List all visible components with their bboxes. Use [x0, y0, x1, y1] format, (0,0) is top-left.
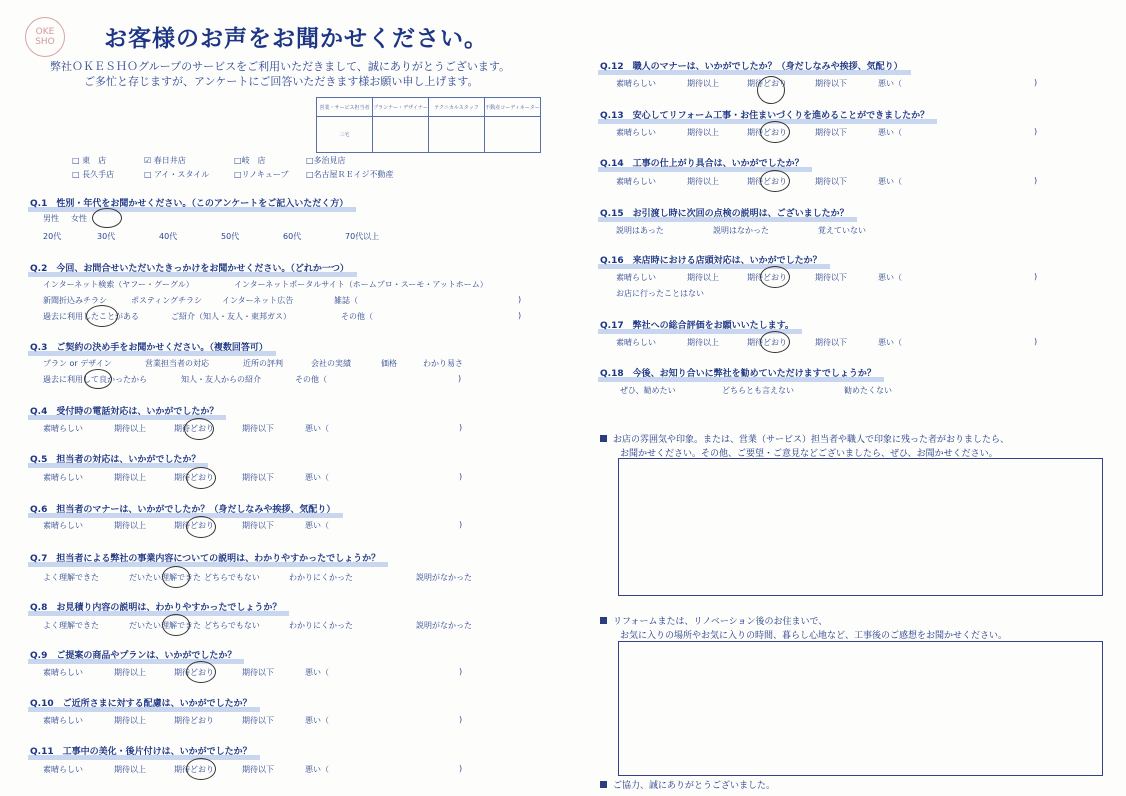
option[interactable]: インターネット広告	[222, 296, 294, 305]
rating-option[interactable]: 期待以上	[687, 273, 719, 282]
answer-circle	[86, 305, 118, 327]
rating-option[interactable]: 期待以上	[687, 338, 719, 347]
answer-circle	[760, 121, 790, 143]
close-paren: )	[518, 295, 522, 304]
section2-heading-line2: お気に入りの場所やお気に入りの時間、暮らし心地など、工事後のご感想をお聞かせください。	[620, 631, 1008, 641]
q12-label: Q.12 職人のマナーは、いかがでしたか？（身だしなみや挨拶、気配り）	[600, 59, 903, 72]
q5-label: Q.5 担当者の対応は、いかがでしたか？	[30, 452, 200, 465]
rating-option[interactable]: 期待以下	[815, 273, 847, 282]
answer-circle	[186, 758, 216, 780]
rating-option[interactable]: 素晴らしい	[616, 273, 656, 282]
rating-option[interactable]: 期待以上	[114, 668, 146, 677]
close-paren: )	[458, 374, 462, 383]
rating-option[interactable]: 期待以上	[114, 765, 146, 774]
answer-circle	[760, 170, 790, 192]
rating-option[interactable]: 悪い（	[305, 424, 329, 433]
option[interactable]: 70代以上	[345, 232, 380, 241]
rating-option[interactable]: 素晴らしい	[616, 177, 656, 186]
rating-option[interactable]: 悪い（	[878, 79, 902, 88]
rating-option[interactable]: 期待どおり	[174, 716, 214, 725]
understand-option[interactable]: 説明がなかった	[416, 573, 472, 582]
section1-comment-box[interactable]	[618, 458, 1103, 596]
rating-option[interactable]: 期待どおり	[747, 273, 787, 282]
option[interactable]: ポスティングチラシ	[131, 296, 203, 305]
section1-heading-line2: お聞かせください。その他、ご要望・ご意見などございましたら、ぜひ、お聞かせください。	[620, 449, 998, 459]
answer-circle	[757, 76, 785, 104]
answer-circle	[184, 418, 214, 440]
option[interactable]: 過去に利用して良かったから	[43, 375, 147, 384]
close-paren: )	[518, 311, 522, 320]
rating-option[interactable]: 期待以下	[242, 424, 274, 433]
rating-option[interactable]: 期待以上	[687, 79, 719, 88]
close-paren: )	[459, 423, 463, 432]
understand-option[interactable]: だいたい理解できた	[129, 573, 201, 582]
close-paren: )	[1034, 337, 1038, 346]
q2-label: Q.2 今回、お問合せいただいたきっかけをお聞かせください。（どれか一つ）	[30, 261, 349, 274]
intro-line-1: 弊社ＯＫＥＳＨＯグループのサービスをご利用いただきまして、誠にありがとうございます。	[50, 60, 511, 73]
option[interactable]: 60代	[283, 232, 302, 241]
option[interactable]: 勧めたくない	[844, 386, 892, 395]
rating-option[interactable]: 悪い（	[878, 273, 902, 282]
close-paren: )	[1034, 78, 1038, 87]
option[interactable]: ご紹介（知人・友人・東邦ガス）	[171, 312, 291, 321]
store-checkbox[interactable]: □岐 店	[234, 156, 266, 165]
q1-label: Q.1 性別・年代をお聞かせください。（このアンケートをご記入いただく方）	[30, 196, 348, 209]
q14-label: Q.14 工事の仕上がり具合は、いかがでしたか？	[600, 156, 804, 169]
rating-option[interactable]: 期待以下	[242, 716, 274, 725]
answer-circle	[186, 661, 216, 683]
q7-label: Q.7 担当者による弊社の事業内容についての説明は、わかりやすかったでしょうか？	[30, 551, 380, 564]
q4-label: Q.4 受付時の電話対応は、いかがでしたか？	[30, 404, 218, 417]
store-checkbox[interactable]: □多治見店	[306, 156, 346, 165]
rating-option[interactable]: 悪い（	[305, 473, 329, 482]
understand-option[interactable]: よく理解できた	[43, 621, 99, 630]
answer-circle	[84, 369, 112, 389]
option[interactable]: 30代	[97, 232, 116, 241]
close-paren: )	[459, 472, 463, 481]
rating-option[interactable]: 期待どおり	[747, 177, 787, 186]
staff-header-sales: 営業・サービス担当者	[317, 98, 373, 117]
option[interactable]: 過去に利用したことがある	[43, 312, 139, 321]
rating-option[interactable]: 期待以下	[242, 521, 274, 530]
thanks-message: ご協力、誠にありがとうございました。	[600, 778, 775, 791]
q9-label: Q.9 ご提案の商品やプランは、いかがでしたか？	[30, 648, 236, 661]
staff-table	[316, 97, 541, 153]
option[interactable]: ぜひ、勧めたい	[620, 386, 676, 395]
section2-comment-box[interactable]	[618, 641, 1103, 776]
understand-option[interactable]: どちらでもない	[204, 621, 260, 630]
rating-option[interactable]: 悪い（	[878, 128, 902, 137]
intro-line-2: ご多忙と存じますが、アンケートにご回答いただきます様お願い申し上げます。	[84, 75, 479, 88]
rating-option[interactable]: 素晴らしい	[43, 521, 83, 530]
rating-option[interactable]: 期待どおり	[747, 128, 787, 137]
option[interactable]: 雑誌（	[334, 296, 358, 305]
rating-option[interactable]: 素晴らしい	[43, 765, 83, 774]
option[interactable]: 男性	[43, 214, 59, 223]
understand-option[interactable]: わかりにくかった	[289, 573, 353, 582]
store-checkbox[interactable]: □名古屋ＲＥイジ不動産	[306, 170, 394, 179]
store-checkbox[interactable]: □ 東 店	[72, 156, 107, 165]
option[interactable]: 近所の評判	[243, 359, 283, 368]
close-paren: )	[1034, 127, 1038, 136]
rating-option[interactable]: 期待以下	[815, 79, 847, 88]
option[interactable]: 50代	[221, 232, 240, 241]
rating-option[interactable]: 素晴らしい	[616, 128, 656, 137]
understand-option[interactable]: どちらでもない	[204, 573, 260, 582]
store-checkbox[interactable]: ☑ 春日井店	[144, 156, 186, 165]
rating-option[interactable]: 期待どおり	[174, 521, 214, 530]
q18-label: Q.18 今後、お知り合いに弊社を勧めていただけますでしょうか？	[600, 366, 876, 379]
company-seal-logo: OKE SHO	[25, 17, 65, 57]
rating-option[interactable]: 期待以上	[114, 473, 146, 482]
staff-realestate-value[interactable]	[485, 117, 541, 153]
option[interactable]: わかり易さ	[423, 359, 463, 368]
rating-option[interactable]: 期待どおり	[747, 79, 787, 88]
staff-technical-value[interactable]	[429, 117, 485, 153]
section2-heading: リフォームまたは、リノベーション後のお住まいで、	[600, 614, 827, 627]
q16-label: Q.16 来店時における店頭対応は、いかがでしたか？	[600, 253, 822, 266]
rating-option[interactable]: 期待以上	[687, 128, 719, 137]
option[interactable]: 20代	[43, 232, 62, 241]
q10-label: Q.10 ご近所さまに対する配慮は、いかがでしたか？	[30, 696, 252, 709]
staff-sales-value[interactable]: 三宅	[317, 117, 373, 153]
option[interactable]: その他（	[341, 312, 373, 321]
rating-option[interactable]: 期待以下	[242, 668, 274, 677]
option[interactable]: 価格	[381, 359, 397, 368]
rating-option[interactable]: 悪い（	[305, 765, 329, 774]
close-paren: )	[459, 520, 463, 529]
q15-label: Q.15 お引渡し時に次回の点検の説明は、ございましたか？	[600, 206, 849, 219]
rating-option[interactable]: 期待どおり	[174, 668, 214, 677]
option[interactable]: 知人・友人からの紹介	[181, 375, 261, 384]
option[interactable]: 会社の実績	[311, 359, 351, 368]
rating-option[interactable]: 期待どおり	[174, 765, 214, 774]
staff-planner-value[interactable]	[373, 117, 429, 153]
rating-option[interactable]: 期待どおり	[174, 424, 214, 433]
store-checkbox[interactable]: □ 長久手店	[72, 170, 115, 179]
answer-circle	[162, 614, 190, 636]
rating-option[interactable]: 期待以下	[815, 338, 847, 347]
rating-option[interactable]: 悪い（	[305, 716, 329, 725]
understand-option[interactable]: 説明がなかった	[416, 621, 472, 630]
option[interactable]: 説明はあった	[616, 226, 664, 235]
q3-label: Q.3 ご契約の決め手をお聞かせください。（複数回答可）	[30, 340, 268, 353]
store-checkbox[interactable]: □ アイ・スタイル	[144, 170, 210, 179]
option[interactable]: 40代	[159, 232, 178, 241]
rating-option[interactable]: 期待以上	[687, 177, 719, 186]
q8-label: Q.8 お見積り内容の説明は、わかりやすかったでしょうか？	[30, 600, 281, 613]
answer-circle	[162, 566, 190, 588]
close-paren: )	[459, 667, 463, 676]
rating-option[interactable]: 期待以下	[815, 177, 847, 186]
option[interactable]: 覚えていない	[818, 226, 866, 235]
rating-option[interactable]: 素晴らしい	[43, 424, 83, 433]
answer-circle	[92, 208, 122, 228]
rating-option[interactable]: 期待以下	[815, 128, 847, 137]
option[interactable]: インターネットポータルサイト（ホームプロ・スーモ・アットホーム）	[234, 280, 488, 289]
close-paren: )	[459, 715, 463, 724]
option[interactable]: 営業担当者の対応	[145, 359, 209, 368]
close-paren: )	[1034, 272, 1038, 281]
option[interactable]: インターネット検索（ヤフー・グーグル）	[43, 280, 194, 289]
staff-header-technical: テクニカルスタッフ	[429, 98, 485, 117]
option[interactable]: プラン or デザイン	[43, 359, 112, 368]
rating-option[interactable]: 期待どおり	[174, 473, 214, 482]
q13-label: Q.13 安心してリフォーム工事・お住まいづくりを進めることができましたか？	[600, 108, 929, 121]
close-paren: )	[1034, 176, 1038, 185]
answer-circle	[186, 516, 216, 538]
close-paren: )	[459, 764, 463, 773]
understand-option[interactable]: わかりにくかった	[289, 621, 353, 630]
staff-header-planner: プランナー・デザイナー	[373, 98, 429, 117]
q11-label: Q.11 工事中の美化・後片付けは、いかがでしたか？	[30, 744, 252, 757]
page-title: お客様のお声をお聞かせください。	[104, 26, 488, 52]
option[interactable]: その他（	[295, 375, 327, 384]
rating-option[interactable]: 悪い（	[878, 177, 902, 186]
bullet-square-icon	[600, 617, 607, 624]
rating-option[interactable]: 悪い（	[878, 338, 902, 347]
rating-option[interactable]: 期待以下	[242, 765, 274, 774]
option[interactable]: どちらとも言えない	[722, 386, 794, 395]
rating-option[interactable]: 期待以下	[242, 473, 274, 482]
rating-option[interactable]: 素晴らしい	[616, 338, 656, 347]
store-checklist	[72, 155, 432, 180]
option[interactable]: 説明はなかった	[713, 226, 769, 235]
option[interactable]: お店に行ったことはない	[616, 289, 704, 298]
rating-option[interactable]: 素晴らしい	[43, 668, 83, 677]
rating-option[interactable]: 期待以上	[114, 424, 146, 433]
rating-option[interactable]: 素晴らしい	[616, 79, 656, 88]
option[interactable]: 新聞折込みチラシ	[43, 296, 107, 305]
store-checkbox[interactable]: □リノキューブ	[234, 170, 289, 179]
staff-header-realestate: 不動産コーディネーター	[485, 98, 541, 117]
bullet-square-icon	[600, 435, 607, 442]
option[interactable]: 女性	[71, 214, 87, 223]
rating-option[interactable]: 悪い（	[305, 668, 329, 677]
rating-option[interactable]: 期待以上	[114, 716, 146, 725]
q17-label: Q.17 弊社への総合評価をお願いいたします。	[600, 318, 794, 331]
understand-option[interactable]: だいたい理解できた	[129, 621, 201, 630]
section1-heading: お店の雰囲気や印象。または、営業（サービス）担当者や職人で印象に残った者がおりましたら、	[600, 432, 1009, 445]
rating-option[interactable]: 素晴らしい	[43, 716, 83, 725]
answer-circle	[760, 331, 790, 353]
answer-circle	[186, 467, 216, 489]
q6-label: Q.6 担当者のマナーは、いかがでしたか？（身だしなみや挨拶、気配り）	[30, 502, 335, 515]
rating-option[interactable]: 期待どおり	[747, 338, 787, 347]
bullet-square-icon	[600, 781, 607, 788]
rating-option[interactable]: 素晴らしい	[43, 473, 83, 482]
rating-option[interactable]: 悪い（	[305, 521, 329, 530]
understand-option[interactable]: よく理解できた	[43, 573, 99, 582]
answer-circle	[760, 266, 790, 288]
rating-option[interactable]: 期待以上	[114, 521, 146, 530]
